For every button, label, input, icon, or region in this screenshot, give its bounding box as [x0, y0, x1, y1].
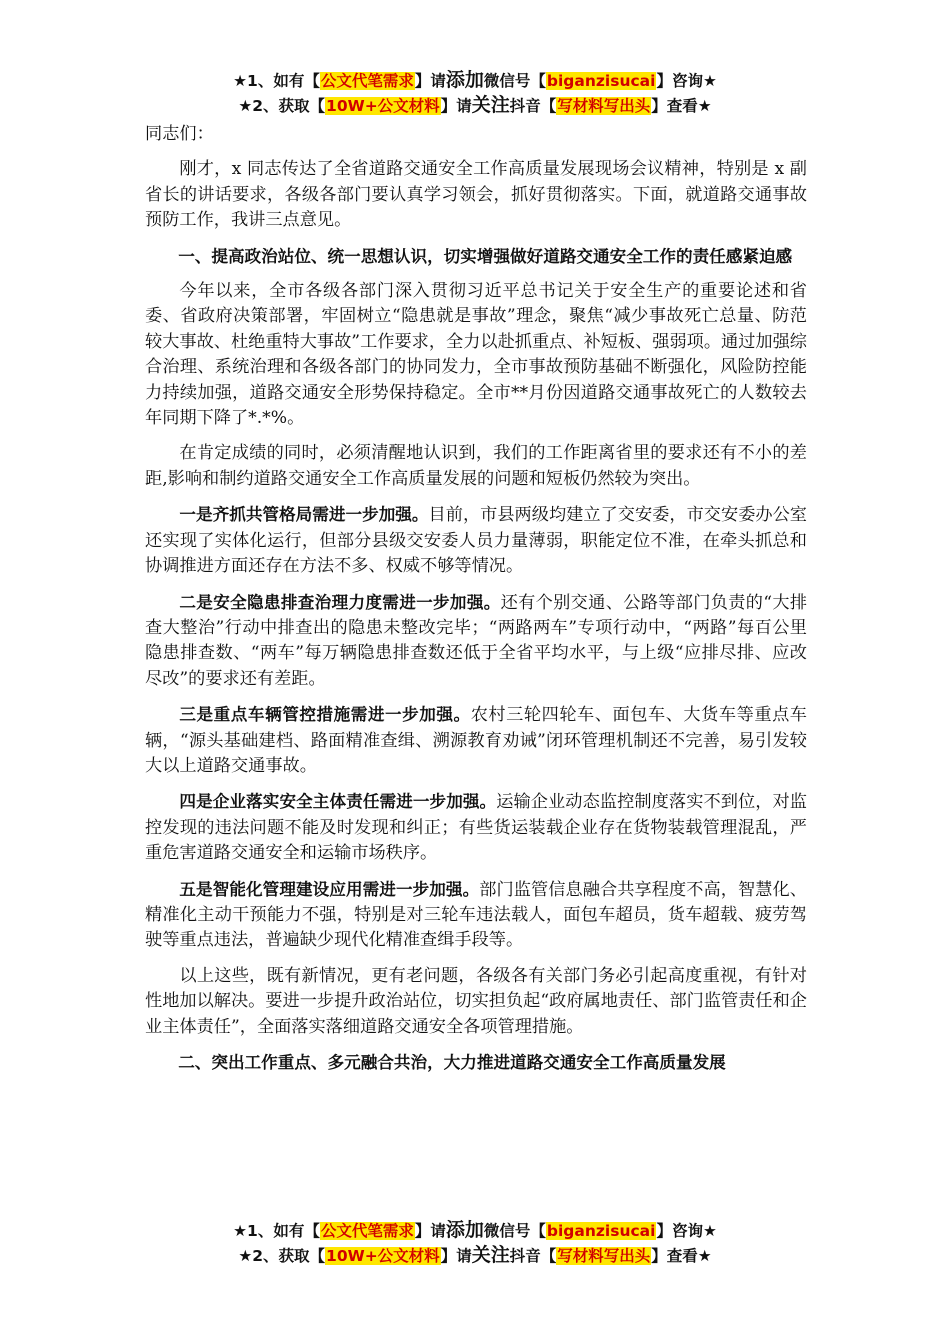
banner-text: ★1、如有【 — [233, 1222, 320, 1240]
salutation: 同志们： — [145, 124, 214, 144]
highlight-douyin-id: 写材料写出头 — [557, 97, 651, 115]
highlight-douyin-id: 写材料写出头 — [557, 1247, 651, 1265]
issue-lead: 四是企业落实安全主体责任需进一步加强。 — [179, 792, 497, 812]
issue-item — [145, 590, 807, 693]
footer-banner — [0, 1218, 950, 1268]
issue-text: 部门监管信息融合共享程度不高，智慧化、精准化主动干预能力不强，特别是对三轮车违法载人，面包车超员，货车超载、疲劳驾驶等重点违法，普遍缺少现代化精准查缉手段等。 — [145, 879, 807, 951]
banner-text: 】请 — [440, 1247, 472, 1265]
issue-text: 农村三轮四轮车、面包车、大货车等重点车辆，“源头基础建档、路面精准查缉、溯源教育劝诫”闭环管理机制还不完善，易引发较大以上道路交通事故。 — [145, 705, 807, 776]
banner-emphasis: 添加 — [445, 1219, 484, 1241]
banner-text: 】请 — [414, 1222, 446, 1240]
paragraph: 在肯定成绩的同时，必须清醒地认识到，我们的工作距离省里的要求还有不小的差距,影响和制约道路交通安全工作高质量发展的问题和短板仍然较为突出。 — [145, 443, 807, 489]
banner-emphasis: 关注 — [471, 94, 510, 116]
highlight-materials: 10W+公文材料 — [326, 97, 440, 115]
issue-text: 还有个别交通、公路等部门负责的“大排查大整治”行动中排查出的隐患未整改完毕；“两路两车”专项行动中，“两路”每百公里隐患排查数、“两车”每万辆隐患排查数还低于全省平均水平，与上级“应排尽排、应改尽改”的要求还有差距。 — [145, 592, 808, 689]
banner-line-1 — [0, 1218, 950, 1243]
banner-text: 】咨询★ — [656, 72, 717, 90]
banner-text: 】查看★ — [651, 1247, 712, 1265]
banner-line-2 — [0, 93, 950, 118]
paragraph: 以上这些，既有新情况，更有老问题，各级各有关部门务必引起高度重视，有针对性地加以解决。要进一步提升政治站位，切实担负起“政府属地责任、部门监管责任和企业主体责任”，全面落实落细道路交通安全各项管理措施。 — [145, 965, 807, 1037]
banner-text: ★1、如有【 — [233, 72, 320, 90]
banner-text: 微信号【 — [483, 1222, 546, 1240]
highlight-materials: 10W+公文材料 — [326, 1247, 440, 1265]
banner-text: 抖音【 — [509, 1247, 557, 1265]
banner-text: 抖音【 — [509, 97, 557, 115]
issue-item — [145, 702, 807, 779]
banner-emphasis: 添加 — [445, 69, 484, 91]
section-heading-2: 二、突出工作重点、多元融合共治，大力推进道路交通安全工作高质量发展 — [178, 1053, 726, 1072]
paragraph: 今年以来，全市各级各部门深入贯彻习近平总书记关于安全生产的重要论述和省委、省政府决策部署，牢固树立“隐患就是事故”理念，聚焦“减少事故死亡总量、防范较大事故、杜绝重特大事故”工作要求，全力以赴抓重点、补短板、强弱项。通过加强综合治理、系统治理和各级各部门的协同发力，全市事故预防基础不断强化，风险防控能力持续加强，道路交通安全形势保持稳定。全市**月份因道路交通事故死亡的人数较去年同期下降了*.*%。 — [145, 281, 807, 429]
issue-item — [145, 789, 807, 866]
issue-lead: 五是智能化管理建设应用需进一步加强。 — [179, 879, 480, 899]
banner-text: 】请 — [414, 72, 446, 90]
banner-text: 】咨询★ — [656, 1222, 717, 1240]
banner-emphasis: 关注 — [471, 1244, 510, 1266]
document-body — [145, 122, 807, 1085]
banner-text: 】请 — [440, 97, 472, 115]
banner-text: 微信号【 — [483, 72, 546, 90]
banner-text: ★2、获取【 — [238, 1247, 326, 1265]
highlight-service: 公文代笔需求 — [320, 1222, 414, 1240]
issue-lead: 一是齐抓共管格局需进一步加强。 — [179, 505, 429, 525]
header-banner — [0, 68, 950, 118]
banner-line-1 — [0, 68, 950, 93]
intro-paragraph: 刚才，x 同志传达了全省道路交通安全工作高质量发展现场会议精神，特别是 x 副省长的讲话要求，各级各部门要认真学习领会，抓好贯彻落实。下面，就道路交通事故预防工作，我讲三点意见。 — [145, 159, 807, 231]
issue-lead: 三是重点车辆管控措施需进一步加强。 — [179, 705, 471, 725]
issue-item — [145, 502, 807, 579]
banner-text: 】查看★ — [651, 97, 712, 115]
issue-lead: 二是安全隐患排查治理力度需进一步加强。 — [179, 592, 501, 612]
section-heading-1: 一、提高政治站位、统一思想认识，切实增强做好道路交通安全工作的责任感紧迫感 — [178, 246, 793, 266]
issue-text: 目前，市县两级均建立了交安委，市交安委办公室还实现了实体化运行，但部分县级交安委人员力量薄弱，职能定位不准，在牵头抓总和协调推进方面还存在方法不多、权威不够等情况。 — [145, 505, 807, 577]
banner-text: ★2、获取【 — [238, 97, 326, 115]
banner-line-2 — [0, 1243, 950, 1268]
issue-item — [145, 877, 807, 954]
issue-text: 运输企业动态监控制度落实不到位，对监控发现的违法问题不能及时发现和纠正；有些货运装载企业存在货物装载管理混乱，严重危害道路交通安全和运输市场秩序。 — [145, 792, 807, 864]
highlight-wechat-id: biganzisucai — [546, 72, 656, 90]
highlight-service: 公文代笔需求 — [320, 72, 414, 90]
highlight-wechat-id: biganzisucai — [546, 1222, 656, 1240]
